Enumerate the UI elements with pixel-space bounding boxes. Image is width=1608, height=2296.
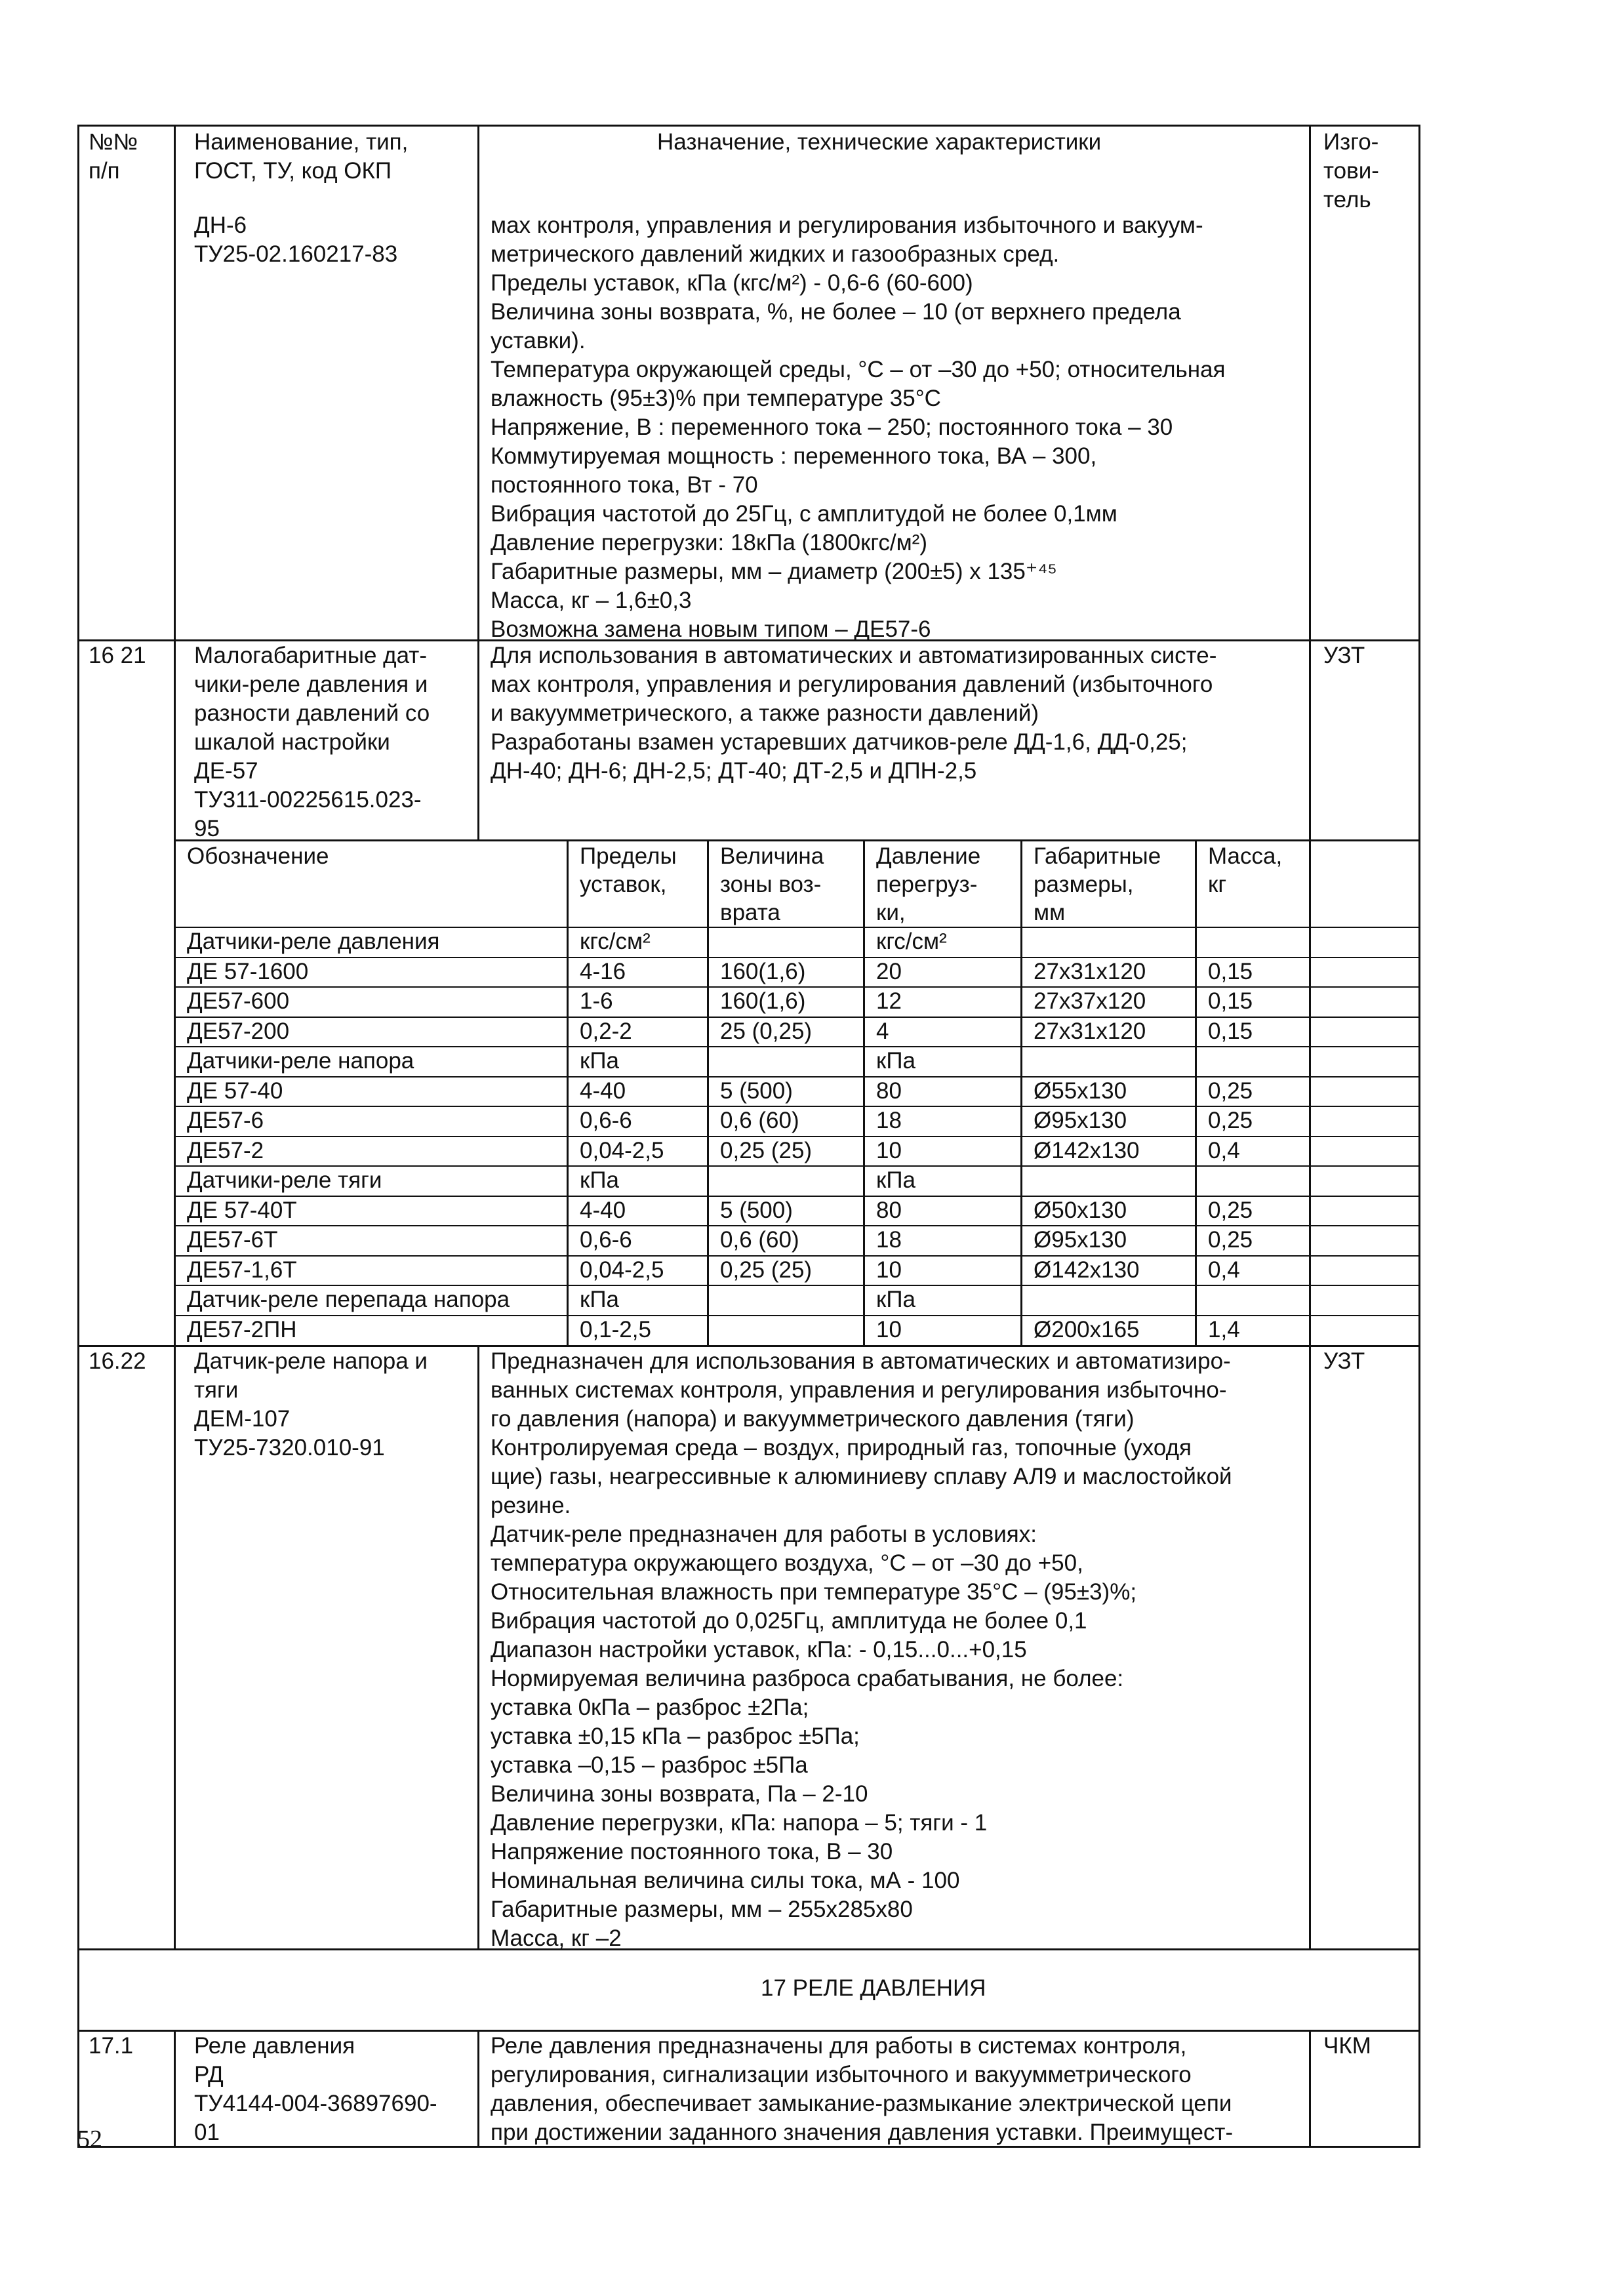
n1622-line: Датчик-реле напора и	[194, 1348, 428, 1374]
spec-cell: Ø95х130	[1034, 1227, 1127, 1253]
row-1622-name	[194, 1347, 428, 1462]
spec-cell: Ø200х165	[1034, 1316, 1140, 1342]
page-number: 52	[77, 2125, 102, 2153]
spec-cell: кгс/см²	[876, 929, 947, 954]
n1622-line: ДЕМ-107	[194, 1406, 291, 1432]
n1621-line: 95	[194, 816, 220, 841]
spec-cell: ДЕ 57-40	[187, 1078, 283, 1104]
spec-header-cell: перегруз-	[876, 872, 978, 897]
dn6-lines-line: влажность (95±3)% при температуре 35°С	[491, 386, 941, 411]
spec-col-0	[174, 839, 176, 1345]
header-name-line: Наименование, тип,	[194, 129, 409, 155]
spec-cell: ДЕ57-6Т	[187, 1227, 278, 1253]
spec-cell: 25 (0,25)	[720, 1018, 813, 1044]
row-1622-description	[491, 1347, 1232, 1953]
n171-line: Реле давления	[194, 2033, 355, 2059]
spec-header-cell: Габаритные	[1034, 843, 1161, 869]
spec-cell: Датчики-реле тяги	[187, 1167, 382, 1193]
dn6-lines-line: постоянного тока, Вт - 70	[491, 472, 758, 498]
row-1621-num: 16 21	[89, 643, 146, 668]
spec-col-5	[1195, 839, 1197, 1345]
l1622-line: Контролируемая среда – воздух, природный газ, топочные (уходя	[491, 1435, 1192, 1460]
dn6-lines-line: Давление перегрузки: 18кПа (1800кгс/м²)	[491, 530, 927, 555]
spec-cell: 1,4	[1208, 1316, 1240, 1342]
l1622-line: температура окружающего воздуха, °С – от –30 до +50,	[491, 1550, 1083, 1576]
spec-header-cell: Пределы	[580, 843, 677, 869]
spec-cell: 0,04-2,5	[580, 1137, 664, 1163]
spec-cell: 5 (500)	[720, 1078, 793, 1104]
spec-cell: Ø95х130	[1034, 1108, 1127, 1133]
spec-col-4	[1020, 839, 1022, 1345]
l1622-line: Датчик-реле предназначен для работы в условиях:	[491, 1521, 1037, 1547]
l1622-line: резине.	[491, 1493, 571, 1518]
spec-header-cell: Обозначение	[187, 843, 329, 869]
l1622-line: Величина зоны возврата, Па – 2-10	[491, 1781, 868, 1807]
row-171-name	[194, 2032, 437, 2147]
header-maker-line: тови-	[1323, 158, 1379, 184]
dn6-name-line: ДН-6	[194, 212, 247, 238]
l1621-line: и вакуумметрического, а также разности давлений)	[491, 700, 1039, 726]
n171-line: РД	[194, 2062, 224, 2087]
header-name	[194, 128, 408, 186]
dn6-description	[491, 211, 1226, 644]
dn6-lines-line: уставки).	[491, 328, 586, 353]
spec-cell: 0,2-2	[580, 1018, 632, 1044]
spec-cell: ДЕ57-1,6Т	[187, 1257, 297, 1283]
spec-cell: 160(1,6)	[720, 988, 806, 1014]
spec-header-cell: мм	[1034, 900, 1066, 925]
n171-line: 01	[194, 2120, 220, 2145]
spec-cell: Датчик-реле перепада напора	[187, 1287, 510, 1312]
dn6-lines-line: Температура окружающей среды, °С – от –30 до +50; относительная	[491, 357, 1226, 382]
spec-cell: ДЕ 57-1600	[187, 958, 309, 984]
spec-cell: 80	[876, 1197, 902, 1223]
spec-cell: 0,25	[1208, 1108, 1253, 1133]
spec-cell: 0,15	[1208, 958, 1253, 984]
spec-cell: 0,6 (60)	[720, 1227, 799, 1253]
l1622-line: Габаритные размеры, мм – 255х285х80	[491, 1897, 913, 1922]
spec-header-cell: Масса,	[1208, 843, 1283, 869]
spec-cell: 4	[876, 1018, 889, 1044]
dn6-name-line: ТУ25-02.160217-83	[194, 241, 398, 267]
spec-cell: ДЕ57-6	[187, 1108, 264, 1133]
spec-col-6	[1309, 839, 1311, 1345]
l1621-line: Для использования в автоматических и автоматизированных систе-	[491, 643, 1217, 668]
spec-cell: ДЕ57-600	[187, 988, 290, 1014]
spec-cell: 0,25	[1208, 1078, 1253, 1104]
row-171-num: 17.1	[89, 2033, 134, 2059]
l171-line: давления, обеспечивает замыкание-размыкание электрической цепи	[491, 2091, 1232, 2116]
l1622-line: Давление перегрузки, кПа: напора – 5; тяги - 1	[491, 1810, 988, 1836]
dn6-lines-line: Пределы уставок, кПа (кгс/м²) - 0,6-6 (60-600)	[491, 270, 973, 296]
spec-cell: 20	[876, 958, 902, 984]
n1622-line: ТУ25-7320.010-91	[194, 1435, 385, 1460]
n1621-line: ДЕ-57	[194, 758, 258, 784]
n1621-line: ТУ311-00225615.023-	[194, 787, 422, 813]
dn6-lines-line: мах контроля, управления и регулирования избыточного и вакуум-	[491, 212, 1203, 238]
header-num-line: №№	[89, 129, 138, 155]
l1622-line: го давления (напора) и вакуумметрического давления (тяги)	[491, 1406, 1135, 1432]
row-171-description	[491, 2032, 1233, 2147]
spec-cell: 0,25	[1208, 1197, 1253, 1223]
l1622-line: Диапазон настройки уставок, кПа: - 0,15...0...+0,15	[491, 1637, 1027, 1662]
spec-cell: Ø55х130	[1034, 1078, 1127, 1104]
spec-cell: ДЕ57-2ПН	[187, 1316, 297, 1342]
l1622-line: Относительная влажность при температуре 35°С – (95±3)%;	[491, 1579, 1137, 1605]
spec-cell: 0,6-6	[580, 1108, 632, 1133]
spec-cell: кПа	[876, 1048, 915, 1074]
dn6-lines-line: Вибрация частотой до 25Гц, с амплитудой не более 0,1мм	[491, 501, 1117, 527]
row-1622-num: 16.22	[89, 1348, 146, 1374]
spec-cell: 10	[876, 1316, 902, 1342]
spec-header-cell: Величина	[720, 843, 824, 869]
spec-cell: кПа	[876, 1287, 915, 1312]
spec-header-cell: Давление	[876, 843, 981, 869]
spec-header-cell: врата	[720, 900, 780, 925]
row-171-maker: ЧКМ	[1323, 2033, 1371, 2059]
header-maker	[1323, 128, 1379, 214]
l1622-line: уставка –0,15 – разброс ±5Па	[491, 1752, 808, 1778]
spec-cell: Датчики-реле давления	[187, 929, 440, 954]
spec-header-cell: зоны воз-	[720, 872, 822, 897]
spec-cell: ДЕ57-200	[187, 1018, 290, 1044]
spec-cell: Ø50х130	[1034, 1197, 1127, 1223]
spec-cell: 27х31х120	[1034, 1018, 1146, 1044]
col-divider-1b	[174, 1345, 176, 1948]
l1622-line: Вибрация частотой до 0,025Гц, амплитуда не более 0,1	[491, 1608, 1087, 1634]
l1621-line: Разработаны взамен устаревших датчиков-реле ДД-1,6, ДД-0,25;	[491, 729, 1188, 755]
spec-cell: кПа	[580, 1167, 619, 1193]
spec-cell: 5 (500)	[720, 1197, 793, 1223]
dn6-lines-line: метрического давлений жидких и газообразных сред.	[491, 241, 1060, 267]
spec-header-cell: уставок,	[580, 872, 667, 897]
spec-cell: 0,25	[1208, 1227, 1253, 1253]
spec-cell: 0,4	[1208, 1257, 1240, 1283]
l1622-line: Напряжение постоянного тока, В – 30	[491, 1839, 893, 1864]
spec-cell: 1-6	[580, 988, 613, 1014]
dn6-name	[194, 211, 397, 269]
spec-cell: 0,4	[1208, 1137, 1240, 1163]
spec-cell: 4-16	[580, 958, 626, 984]
l1621-line: ДН-40; ДН-6; ДН-2,5; ДТ-40; ДТ-2,5 и ДПН-2,5	[491, 758, 977, 784]
dn6-lines-line: Напряжение, В : переменного тока – 250; постоянного тока – 30	[491, 414, 1173, 440]
n171-line: ТУ4144-004-36897690-	[194, 2091, 437, 2116]
spec-cell: 160(1,6)	[720, 958, 806, 984]
section-title: 17 РЕЛЕ ДАВЛЕНИЯ	[761, 1975, 986, 2001]
row-1621-description	[491, 641, 1216, 786]
l1621-line: мах контроля, управления и регулирования давлений (избыточного	[491, 672, 1213, 697]
spec-header-cell: кг	[1208, 872, 1227, 897]
dn6-lines-line: Габаритные размеры, мм – диаметр (200±5) х 135⁺⁴⁵	[491, 559, 1057, 584]
spec-cell: Датчики-реле напора	[187, 1048, 414, 1074]
col-divider-1	[174, 125, 176, 839]
n1621-line: Малогабаритные дат-	[194, 643, 427, 668]
spec-cell: 18	[876, 1108, 902, 1133]
col-divider-1c	[174, 2030, 176, 2148]
spec-cell: 18	[876, 1227, 902, 1253]
spec-cell: 4-40	[580, 1197, 626, 1223]
l1622-line: щие) газы, неагрессивные к алюминиеву сплаву АЛ9 и маслостойкой	[491, 1464, 1232, 1489]
header-maker-line: Изго-	[1323, 129, 1379, 155]
l1622-line: ванных системах контроля, управления и регулирования избыточно-	[491, 1377, 1227, 1403]
spec-cell: Ø142х130	[1034, 1137, 1140, 1163]
spec-header-cell: ки,	[876, 900, 906, 925]
row-1621-name	[194, 641, 430, 843]
spec-cell: 0,15	[1208, 988, 1253, 1014]
spec-cell: 10	[876, 1137, 902, 1163]
l171-line: при достижении заданного значения давления уставки. Преимущест-	[491, 2120, 1234, 2145]
spec-cell: 10	[876, 1257, 902, 1283]
spec-cell: 0,1-2,5	[580, 1316, 651, 1342]
row-1622-maker: УЗТ	[1323, 1348, 1365, 1374]
spec-cell: 27х31х120	[1034, 958, 1146, 984]
spec-col-2	[707, 839, 709, 1345]
header-purpose: Назначение, технические характеристики	[657, 129, 1102, 155]
l171-line: регулирования, сигнализации избыточного и вакуумметрического	[491, 2062, 1192, 2087]
header-num-line: п/п	[89, 158, 120, 184]
spec-cell: 4-40	[580, 1078, 626, 1104]
dn6-lines-line: Масса, кг – 1,6±0,3	[491, 588, 692, 613]
l1622-line: уставка ±0,15 кПа – разброс ±5Па;	[491, 1723, 860, 1749]
n1622-line: тяги	[194, 1377, 239, 1403]
spec-col-3	[863, 839, 865, 1345]
spec-cell: кгс/см²	[580, 929, 651, 954]
header-name-line: ГОСТ, ТУ, код ОКП	[194, 158, 392, 184]
l1622-line: Масса, кг –2	[491, 1925, 622, 1951]
l1622-line: уставка 0кПа – разброс ±2Па;	[491, 1695, 809, 1720]
l1622-line: Нормируемая величина разброса срабатывания, не более:	[491, 1666, 1124, 1691]
spec-cell: ДЕ57-2	[187, 1137, 264, 1163]
col-divider-2	[477, 125, 479, 839]
spec-cell: 0,25 (25)	[720, 1137, 813, 1163]
spec-cell: ДЕ 57-40Т	[187, 1197, 297, 1223]
spec-cell: кПа	[580, 1287, 619, 1312]
spec-cell: 80	[876, 1078, 902, 1104]
spec-cell: 0,04-2,5	[580, 1257, 664, 1283]
col-divider-2b	[477, 1345, 479, 1948]
n1621-line: чики-реле давления и	[194, 672, 428, 697]
n1621-line: разности давлений со	[194, 700, 430, 726]
header-maker-line: тель	[1323, 187, 1371, 212]
l1622-line: Номинальная величина силы тока, мА - 100	[491, 1868, 960, 1893]
spec-cell: 0,6-6	[580, 1227, 632, 1253]
spec-cell: Ø142х130	[1034, 1257, 1140, 1283]
spec-col-1	[567, 839, 569, 1345]
spec-header-cell: размеры,	[1034, 872, 1134, 897]
col-divider-3b	[1309, 1345, 1311, 1948]
spec-cell: 0,25 (25)	[720, 1257, 813, 1283]
header-num	[89, 128, 138, 186]
dn6-lines-line: Коммутируемая мощность : переменного тока, ВА – 300,	[491, 443, 1097, 469]
spec-cell: 0,15	[1208, 1018, 1253, 1044]
col-divider-2c	[477, 2030, 479, 2148]
spec-cell: кПа	[580, 1048, 619, 1074]
row-1621-maker: УЗТ	[1323, 643, 1365, 668]
spec-cell: кПа	[876, 1167, 915, 1193]
n1621-line: шкалой настройки	[194, 729, 390, 755]
spec-cell: 0,6 (60)	[720, 1108, 799, 1133]
dn6-lines-line: Возможна замена новым типом – ДЕ57-6	[491, 616, 931, 642]
col-divider-3c	[1309, 2030, 1311, 2148]
col-divider-3	[1309, 125, 1311, 839]
spec-cell: 12	[876, 988, 902, 1014]
dn6-lines-line: Величина зоны возврата, %, не более – 10 (от верхнего предела	[491, 299, 1181, 325]
l171-line: Реле давления предназначены для работы в системах контроля,	[491, 2033, 1187, 2059]
spec-cell: 27х37х120	[1034, 988, 1146, 1014]
l1622-line: Предназначен для использования в автоматических и автоматизиро-	[491, 1348, 1231, 1374]
